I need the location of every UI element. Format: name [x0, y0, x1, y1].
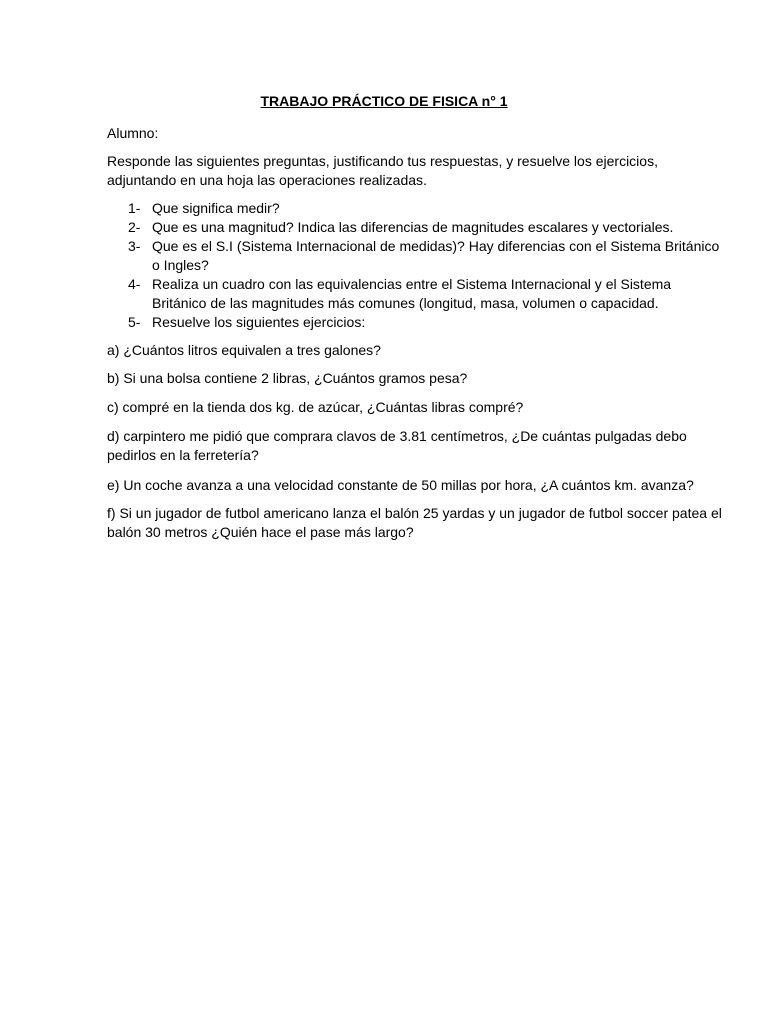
exercise-text: a) ¿Cuántos litros equivalen a tres galones? [107, 342, 381, 358]
question-number: 4- [128, 276, 141, 292]
instructions-line: adjuntando en una hoja las operaciones realizadas. [107, 172, 427, 188]
question-item-4 [128, 275, 672, 313]
exercise-text: f) Si un jugador de futbol americano lanza el balón 25 yardas y un jugador de futbol soccer patea el [107, 505, 722, 521]
exercise-b [107, 369, 687, 388]
question-item-1 [128, 199, 668, 218]
exercise-a [107, 341, 687, 360]
exercise-c [107, 398, 687, 417]
exercise-text: e) Un coche avanza a una velocidad constante de 50 millas por hora, ¿A cuántos km. avanza? [107, 477, 694, 493]
exercise-d [107, 427, 687, 465]
question-number: 5- [128, 314, 141, 330]
exercise-text: balón 30 metros ¿Quién hace el pase más largo? [107, 524, 414, 540]
exercise-e [107, 476, 694, 495]
question-text: Que es el S.I (Sistema Internacional de medidas)? Hay diferencias con el Sistema Británico [152, 238, 720, 254]
exercise-text: c) compré en la tienda dos kg. de azúcar, ¿Cuántas libras compré? [107, 399, 524, 415]
instructions-line: Responde las siguientes preguntas, justificando tus respuestas, y resuelve los ejercicios, [107, 153, 658, 169]
question-item-5 [128, 313, 668, 332]
question-item-2 [128, 218, 674, 237]
question-number: 2- [128, 219, 141, 235]
question-number: 3- [128, 238, 141, 254]
document-title: TRABAJO PRÁCTICO DE FISICA n° 1 [260, 93, 508, 109]
instructions-paragraph [107, 152, 667, 190]
exercise-text: pedirlos en la ferretería? [107, 447, 259, 463]
question-item-3 [128, 237, 720, 275]
exercise-text: d) carpintero me pidió que comprara clavos de 3.81 centímetros, ¿De cuántas pulgadas debo [107, 428, 687, 444]
question-text: Que significa medir? [152, 200, 280, 216]
question-list [128, 199, 720, 332]
question-text: Que es una magnitud? Indica las diferencias de magnitudes escalares y vectoriales. [152, 219, 674, 235]
exercise-f [107, 504, 722, 542]
question-text: Realiza un cuadro con las equivalencias entre el Sistema Internacional y el Sistema [152, 276, 672, 292]
question-text: Resuelve los siguientes ejercicios: [152, 314, 366, 330]
question-text: o Ingles? [152, 257, 209, 273]
question-number: 1- [128, 200, 141, 216]
exercise-text: b) Si una bolsa contiene 2 libras, ¿Cuántos gramos pesa? [107, 370, 468, 386]
student-label: Alumno: [107, 125, 159, 141]
question-text: Británico de las magnitudes más comunes (longitud, masa, volumen o capacidad. [152, 295, 659, 311]
